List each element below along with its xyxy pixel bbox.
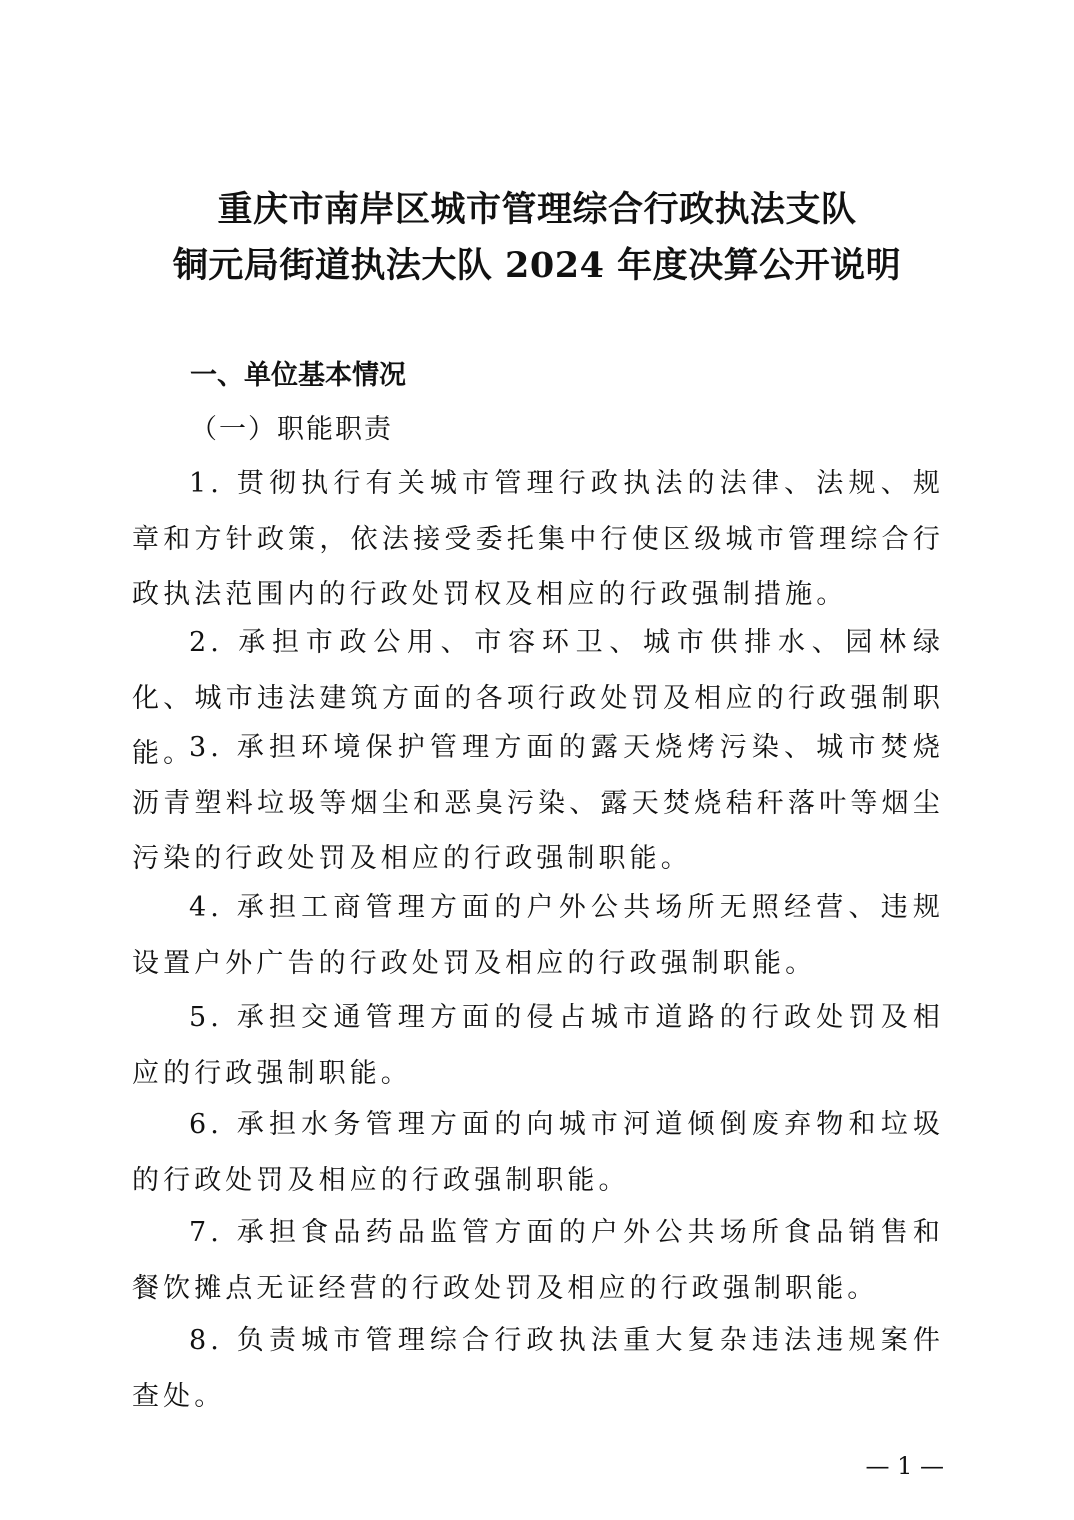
duty-paragraph-1: 1. 贯彻执行有关城市管理行政执法的法律、法规、规章和方针政策，依法接受委托集中行使区级城市管理综合行政执法范围内的行政处罚权及相应的行政强制措施。: [132, 468, 944, 610]
duty-paragraph-8: 8. 负责城市管理综合行政执法重大复杂违法违规案件查处。: [132, 1325, 944, 1412]
page-number: — 1 —: [865, 1452, 944, 1480]
duty-paragraph-3: 3. 承担环境保护管理方面的露天烧烤污染、城市焚烧沥青塑料垃圾等烟尘和恶臭污染、露天焚烧秸秆落叶等烟尘污染的行政处罚及相应的行政强制职能。: [132, 732, 944, 874]
duty-paragraph-7: 7. 承担食品药品监管方面的户外公共场所食品销售和餐饮摊点无证经营的行政处罚及相应的行政强制职能。: [132, 1217, 944, 1304]
document-title-line-1: 重庆市南岸区城市管理综合行政执法支队: [217, 189, 857, 230]
duty-paragraph-2: 2. 承担市政公用、市容环卫、城市供排水、园林绿化、城市违法建筑方面的各项行政处罚及相应的行政强制职能。: [132, 627, 944, 769]
duty-paragraph-6: 6. 承担水务管理方面的向城市河道倾倒废弃物和垃圾的行政处罚及相应的行政强制职能。: [132, 1109, 944, 1196]
section-heading-basic-info: 一、单位基本情况: [190, 360, 406, 391]
duty-paragraph-5: 5. 承担交通管理方面的侵占城市道路的行政处罚及相应的行政强制职能。: [132, 1002, 944, 1089]
document-title-line-2: 铜元局街道执法大队 2024 年度决算公开说明: [172, 245, 902, 286]
duty-paragraph-4: 4. 承担工商管理方面的户外公共场所无照经营、违规设置户外广告的行政处罚及相应的行政强制职能。: [132, 892, 944, 979]
subsection-heading-duties: （一）职能职责: [190, 414, 393, 445]
